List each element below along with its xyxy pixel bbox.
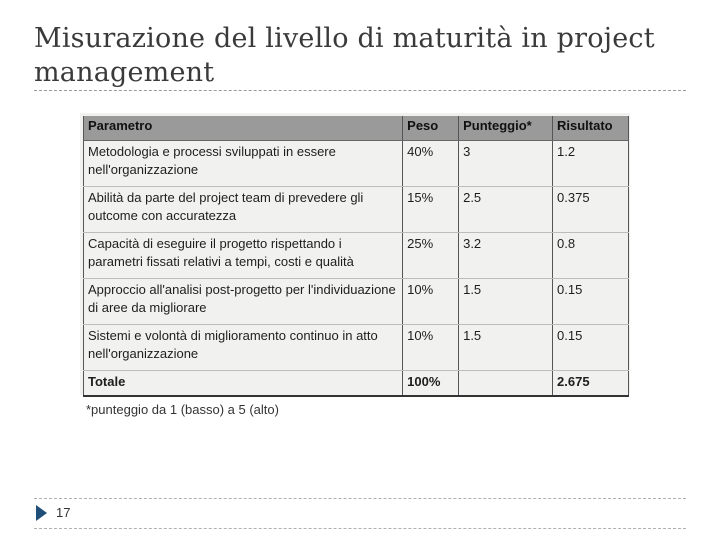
cell-risultato: 0.375	[553, 187, 629, 233]
maturity-parameters-table	[83, 116, 629, 397]
slide-title: Misurazione del livello di maturità in project management	[34, 23, 655, 88]
header-risultato: Risultato	[553, 116, 629, 141]
cell-peso: 25%	[403, 233, 459, 279]
score-footnote: *punteggio da 1 (basso) a 5 (alto)	[86, 402, 279, 417]
cell-peso: 10%	[403, 325, 459, 371]
total-risultato: 2.675	[553, 371, 629, 397]
table-row	[84, 233, 629, 279]
cell-punteggio: 2.5	[459, 187, 553, 233]
cell-risultato: 1.2	[553, 141, 629, 187]
cell-parametro: Sistemi e volontà di miglioramento continuo in atto nell'organizzazione	[84, 325, 403, 371]
cell-punteggio: 3	[459, 141, 553, 187]
triangle-bullet-icon	[36, 505, 47, 521]
footer-divider-top	[34, 498, 686, 499]
total-label: Totale	[84, 371, 403, 397]
header-punteggio: Punteggio*	[459, 116, 553, 141]
cell-punteggio: 1.5	[459, 325, 553, 371]
table-row	[84, 141, 629, 187]
cell-parametro: Abilità da parte del project team di prevedere gli outcome con accuratezza	[84, 187, 403, 233]
cell-parametro: Metodologia e processi sviluppati in essere nell'organizzazione	[84, 141, 403, 187]
table-total-row	[84, 371, 629, 397]
cell-risultato: 0.15	[553, 325, 629, 371]
table-row	[84, 279, 629, 325]
table-row	[84, 325, 629, 371]
table-row	[84, 187, 629, 233]
cell-risultato: 0.8	[553, 233, 629, 279]
cell-parametro: Approccio all'analisi post-progetto per l'individuazione di aree da migliorare	[84, 279, 403, 325]
total-punteggio	[459, 371, 553, 397]
page-number: 17	[56, 505, 71, 520]
cell-peso: 40%	[403, 141, 459, 187]
cell-peso: 10%	[403, 279, 459, 325]
title-divider	[34, 90, 686, 91]
cell-peso: 15%	[403, 187, 459, 233]
cell-punteggio: 1.5	[459, 279, 553, 325]
footer-divider-bottom	[34, 528, 686, 529]
cell-risultato: 0.15	[553, 279, 629, 325]
cell-punteggio: 3.2	[459, 233, 553, 279]
header-peso: Peso	[403, 116, 459, 141]
total-peso: 100%	[403, 371, 459, 397]
cell-parametro: Capacità di eseguire il progetto rispettando i parametri fissati relativi a tempi, costi e qualità	[84, 233, 403, 279]
header-parametro: Parametro	[84, 116, 403, 141]
table-header-row	[84, 116, 629, 141]
